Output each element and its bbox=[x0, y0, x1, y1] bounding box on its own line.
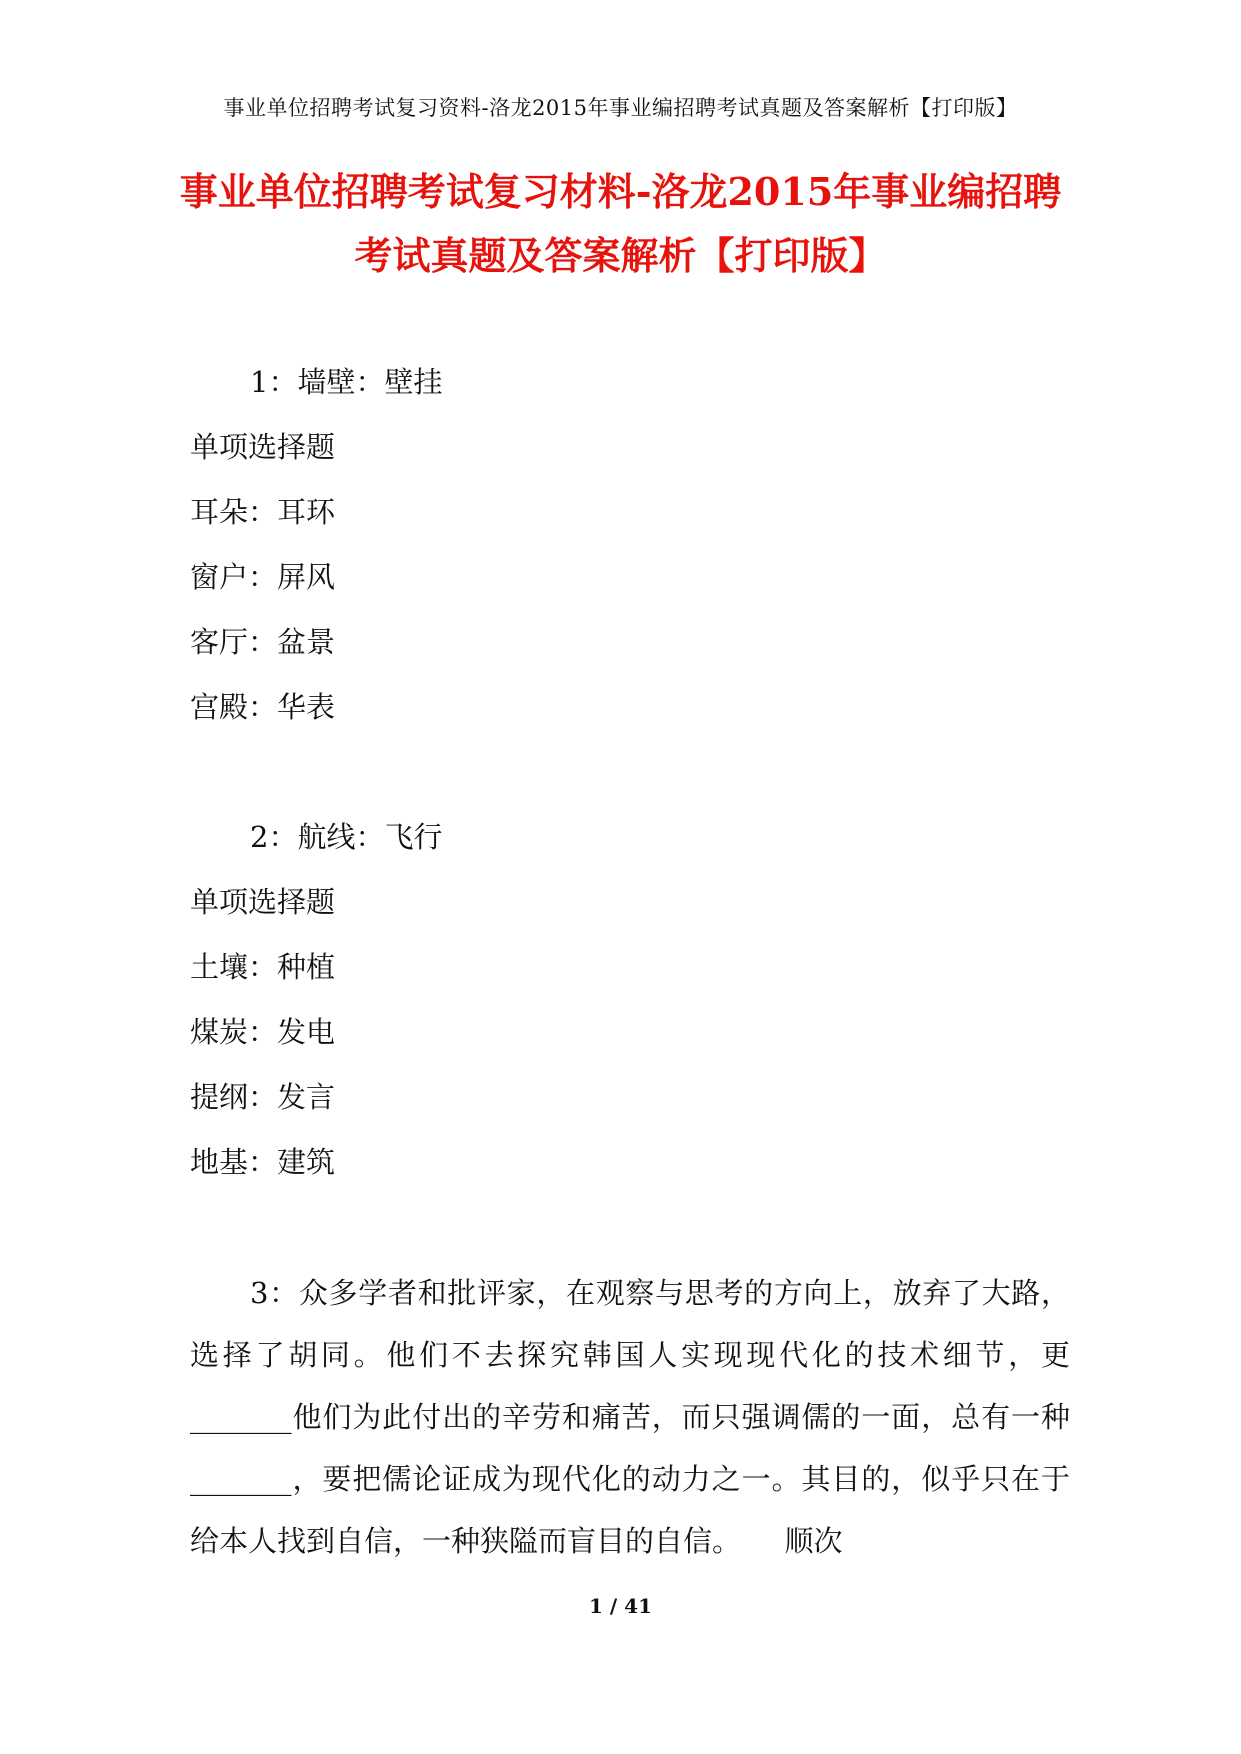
question-type: 单项选择题 bbox=[190, 430, 336, 464]
option-1: 土壤：种植 bbox=[190, 950, 336, 984]
option-3: 提纲：发言 bbox=[190, 1080, 336, 1114]
question-3 bbox=[190, 1262, 1070, 1572]
running-header: 事业单位招聘考试复习资料-洛龙2015年事业编招聘考试真题及答案解析【打印版】 bbox=[223, 96, 1018, 120]
option-3: 客厅：盆景 bbox=[190, 625, 336, 659]
option-4: 宫殿：华表 bbox=[190, 690, 336, 724]
option-1: 耳朵：耳环 bbox=[190, 495, 336, 529]
question-stem: 3：众多学者和批评家，在观察与思考的方向上，放弃了大路，选择了胡同。他们不去探究韩国人实现现代化的技术细节，更_______他们为此付出的辛劳和痛苦，而只强调儒的一面，总有一种_______，要把儒论证成为现代化的动力之一。其目的，似乎只在于给本人找到自信，一种狭隘而盲目的自信。 顺次 bbox=[190, 1276, 1070, 1558]
page-number: 1 / 41 bbox=[589, 1594, 652, 1618]
document-title-line-1: 事业单位招聘考试复习材料-洛龙2015年事业编招聘 bbox=[179, 169, 1062, 214]
option-2: 窗户：屏风 bbox=[190, 560, 336, 594]
document-title-line-2: 考试真题及答案解析【打印版】 bbox=[354, 233, 887, 278]
question-type: 单项选择题 bbox=[190, 885, 336, 919]
option-4: 地基：建筑 bbox=[190, 1145, 336, 1179]
question-stem: 1：墙壁：壁挂 bbox=[250, 365, 443, 399]
question-2 bbox=[190, 805, 1070, 1195]
question-1 bbox=[190, 350, 1070, 740]
question-stem: 2：航线：飞行 bbox=[250, 820, 443, 854]
document-title bbox=[150, 160, 1091, 288]
option-2: 煤炭：发电 bbox=[190, 1015, 336, 1049]
